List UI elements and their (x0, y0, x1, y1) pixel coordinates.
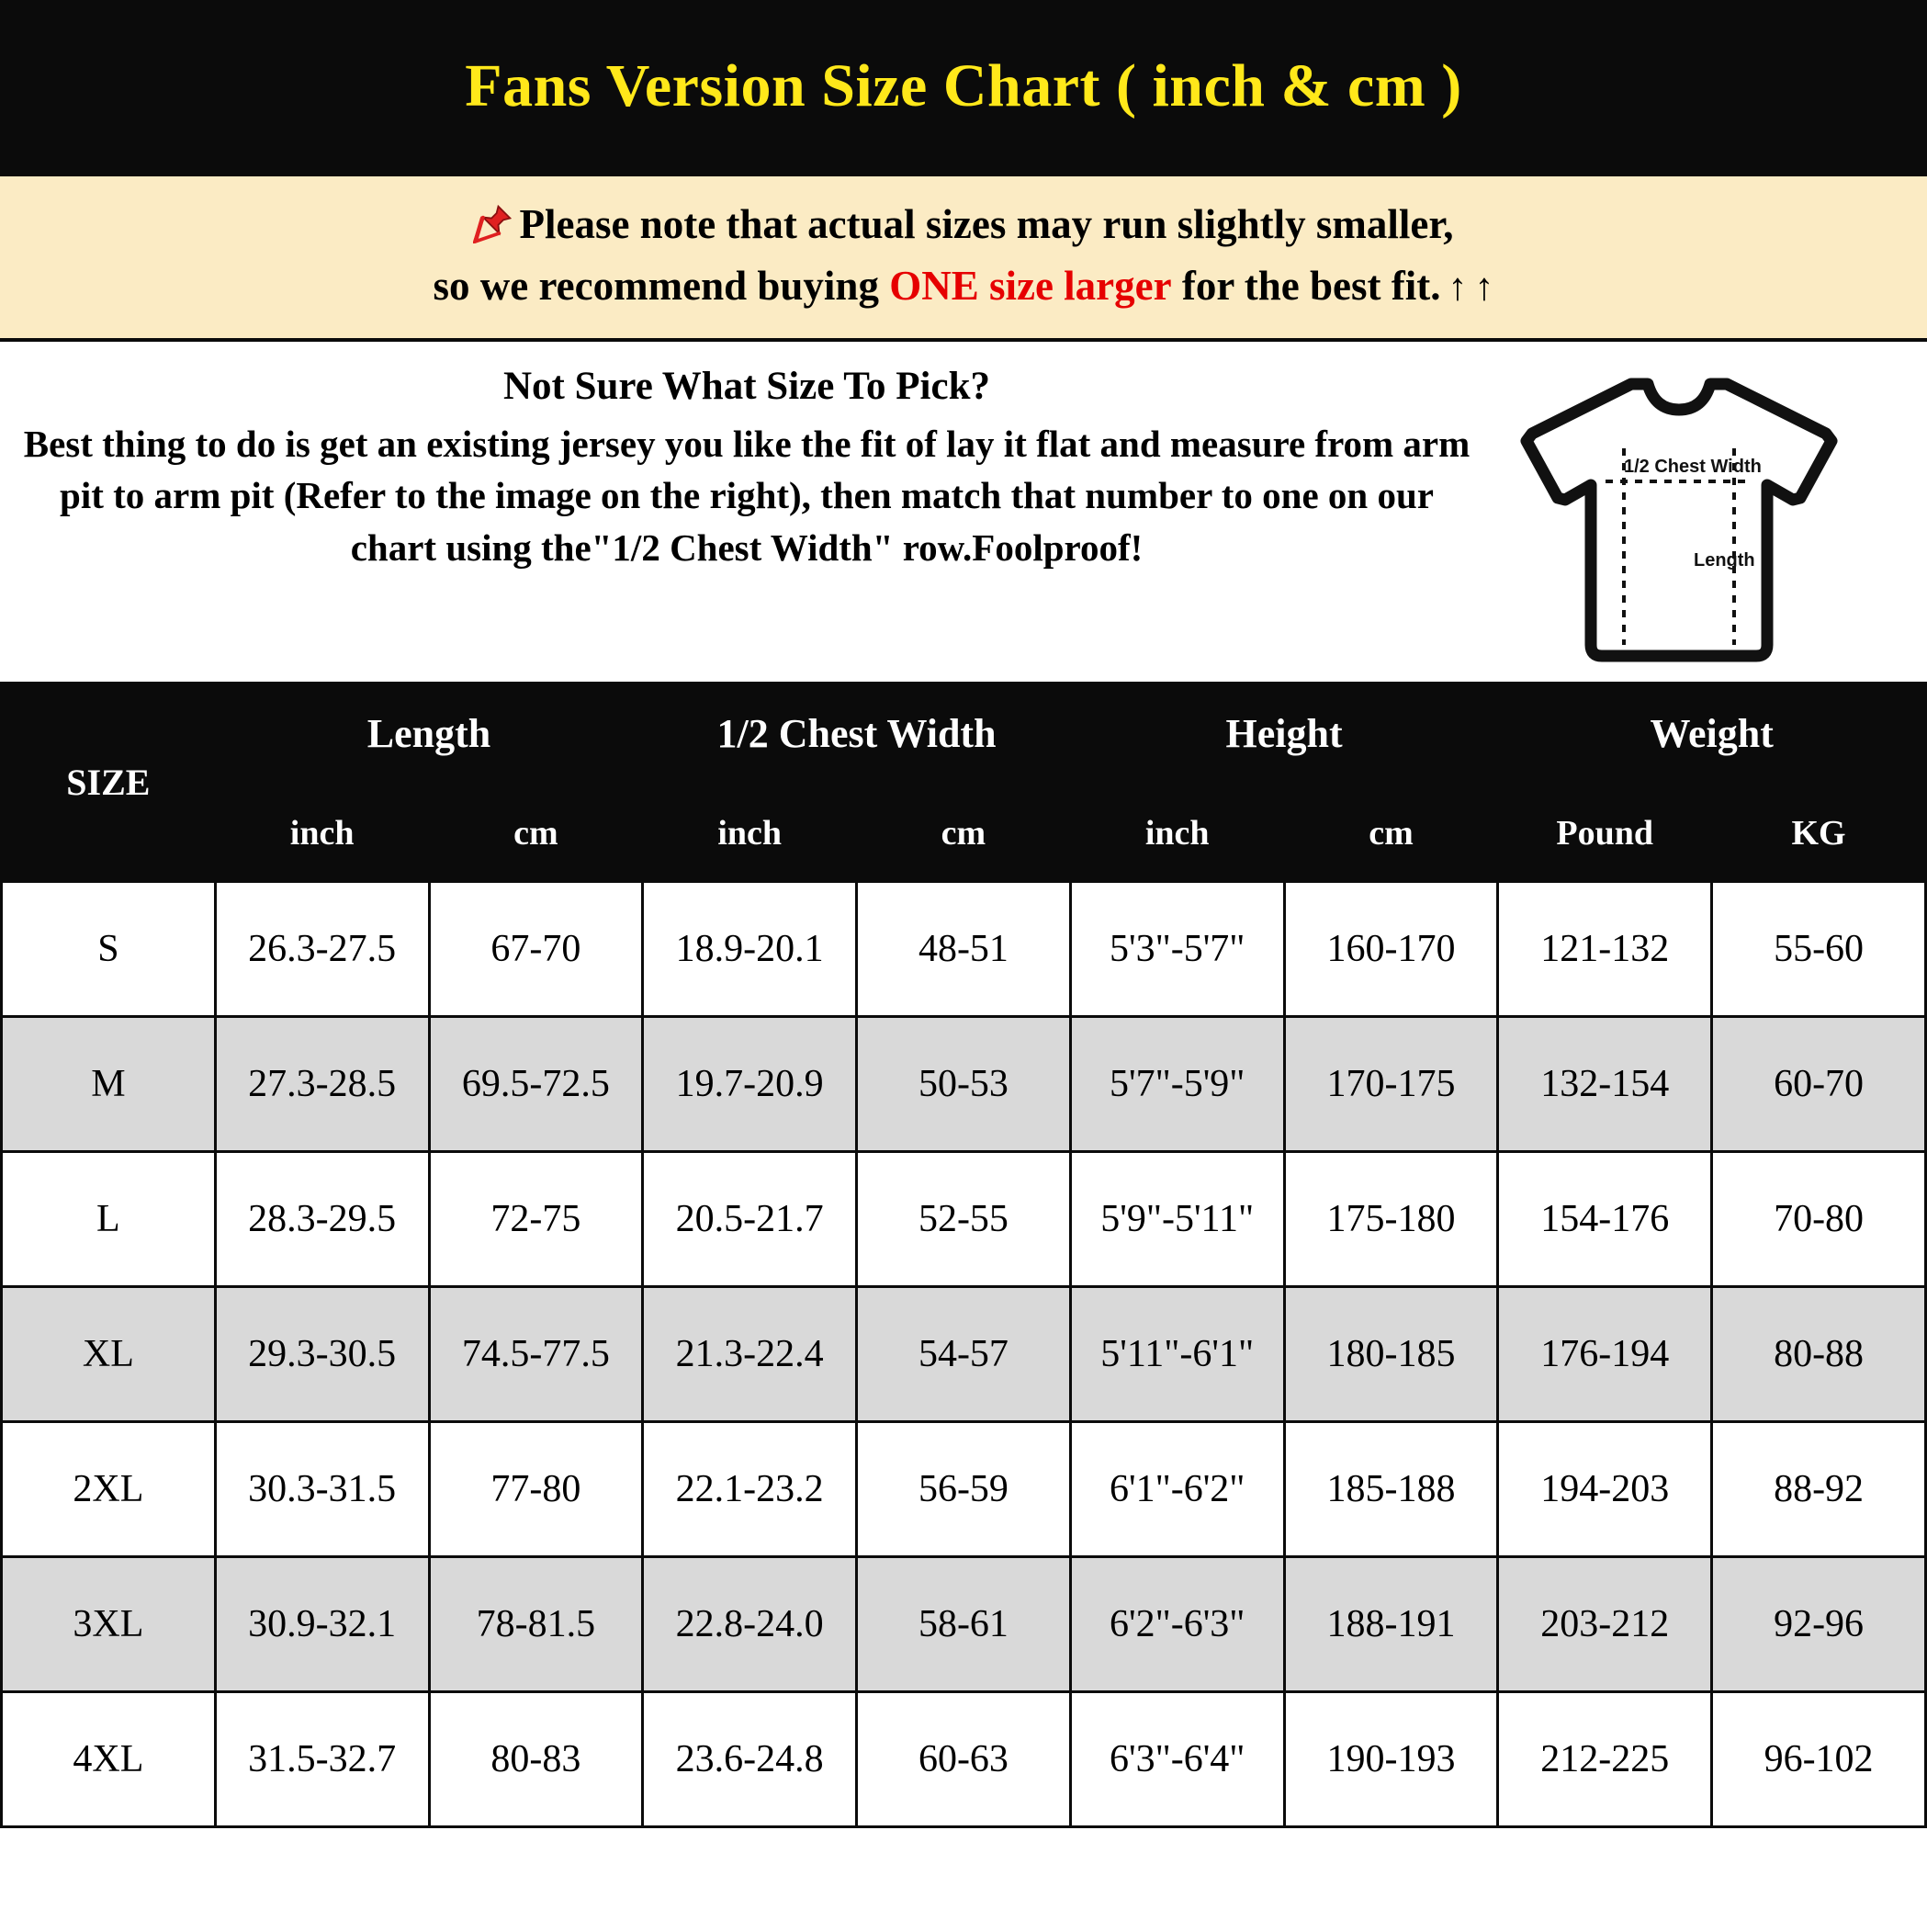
cell-height-cm: 175-180 (1284, 1151, 1498, 1286)
cell-chest-cm: 60-63 (857, 1691, 1071, 1826)
cell-height-cm: 190-193 (1284, 1691, 1498, 1826)
arrow-up-icon-2: ↑ (1474, 266, 1494, 309)
table-row (2, 1286, 1926, 1421)
cell-chest-cm: 54-57 (857, 1286, 1071, 1421)
note-line-2 (0, 258, 1927, 314)
cell-chest-cm: 52-55 (857, 1151, 1071, 1286)
unit-header-length-cm: cm (429, 785, 643, 881)
unit-header-chest-inch: inch (643, 785, 857, 881)
cell-chest-cm: 56-59 (857, 1421, 1071, 1556)
cell-weight-pound: 212-225 (1498, 1691, 1712, 1826)
unit-header-height-inch: inch (1070, 785, 1284, 881)
cell-weight-pound: 121-132 (1498, 881, 1712, 1016)
group-header-height: Height (1070, 683, 1498, 785)
note-line-1 (0, 197, 1927, 258)
cell-chest-inch: 23.6-24.8 (643, 1691, 857, 1826)
cell-length-inch: 27.3-28.5 (215, 1016, 429, 1151)
cell-weight-kg: 80-88 (1712, 1286, 1926, 1421)
svg-text:1/2 Chest Width: 1/2 Chest Width (1624, 456, 1762, 477)
cell-chest-inch: 22.1-23.2 (643, 1421, 857, 1556)
cell-length-cm: 78-81.5 (429, 1556, 643, 1691)
group-header-weight: Weight (1498, 683, 1926, 785)
unit-header-length-inch: inch (215, 785, 429, 881)
cell-weight-pound: 194-203 (1498, 1421, 1712, 1556)
cell-height-inch: 5'7"-5'9" (1070, 1016, 1284, 1151)
cell-weight-kg: 96-102 (1712, 1691, 1926, 1826)
unit-header-chest-cm: cm (857, 785, 1071, 881)
row-size-label: XL (2, 1286, 216, 1421)
cell-height-inch: 5'11"-6'1" (1070, 1286, 1284, 1421)
cell-chest-inch: 20.5-21.7 (643, 1151, 857, 1286)
cell-length-cm: 67-70 (429, 881, 643, 1016)
cell-weight-pound: 176-194 (1498, 1286, 1712, 1421)
table-body (2, 881, 1926, 1826)
cell-weight-pound: 203-212 (1498, 1556, 1712, 1691)
cell-weight-pound: 132-154 (1498, 1016, 1712, 1151)
note-text-2-suffix: for the best fit. (1171, 262, 1441, 309)
cell-length-cm: 77-80 (429, 1421, 643, 1556)
pushpin-icon (473, 202, 513, 258)
cell-length-cm: 74.5-77.5 (429, 1286, 643, 1421)
cell-height-inch: 6'2"-6'3" (1070, 1556, 1284, 1691)
cell-weight-kg: 92-96 (1712, 1556, 1926, 1691)
table-row (2, 881, 1926, 1016)
row-size-label: 3XL (2, 1556, 216, 1691)
cell-length-cm: 80-83 (429, 1691, 643, 1826)
cell-length-inch: 30.3-31.5 (215, 1421, 429, 1556)
cell-weight-kg: 60-70 (1712, 1016, 1926, 1151)
table-unit-header-row (2, 785, 1926, 881)
chart-title-bar (0, 0, 1927, 173)
cell-chest-inch: 21.3-22.4 (643, 1286, 857, 1421)
row-size-label: M (2, 1016, 216, 1151)
cell-chest-cm: 50-53 (857, 1016, 1071, 1151)
cell-height-inch: 5'9"-5'11" (1070, 1151, 1284, 1286)
table-group-header-row (2, 683, 1926, 785)
table-head (2, 683, 1926, 881)
cell-length-inch: 29.3-30.5 (215, 1286, 429, 1421)
cell-length-inch: 31.5-32.7 (215, 1691, 429, 1826)
arrow-up-icon-1: ↑ (1448, 266, 1468, 309)
cell-length-inch: 26.3-27.5 (215, 881, 429, 1016)
cell-height-cm: 185-188 (1284, 1421, 1498, 1556)
row-size-label: S (2, 881, 216, 1016)
cell-height-inch: 6'1"-6'2" (1070, 1421, 1284, 1556)
cell-height-cm: 160-170 (1284, 881, 1498, 1016)
cell-length-cm: 69.5-72.5 (429, 1016, 643, 1151)
row-size-label: 2XL (2, 1421, 216, 1556)
svg-text:Length: Length (1694, 549, 1755, 571)
cell-chest-cm: 58-61 (857, 1556, 1071, 1691)
cell-height-cm: 170-175 (1284, 1016, 1498, 1151)
note-highlight: ONE size larger (889, 262, 1172, 309)
tshirt-measure-diagram (1486, 364, 1927, 672)
cell-weight-kg: 55-60 (1712, 881, 1926, 1016)
cell-height-cm: 188-191 (1284, 1556, 1498, 1691)
note-text-2-prefix: so we recommend buying (433, 262, 890, 309)
cell-chest-inch: 22.8-24.0 (643, 1556, 857, 1691)
cell-length-cm: 72-75 (429, 1151, 643, 1286)
unit-header-weight-kg: KG (1712, 785, 1926, 881)
row-size-label: L (2, 1151, 216, 1286)
table-row (2, 1691, 1926, 1826)
size-note-banner (0, 173, 1927, 342)
cell-chest-inch: 18.9-20.1 (643, 881, 857, 1016)
measure-help-section (0, 342, 1927, 682)
help-body: Best thing to do is get an existing jersey you like the fit of lay it flat and measure from arm pit to arm pit (Refer to the image on the right), then match that number to one on our chart using the"1/2 Chest Width" row.Foolproof! (23, 422, 1471, 569)
unit-header-height-cm: cm (1284, 785, 1498, 881)
cell-height-inch: 5'3"-5'7" (1070, 881, 1284, 1016)
cell-weight-pound: 154-176 (1498, 1151, 1712, 1286)
table-row (2, 1151, 1926, 1286)
row-size-label: 4XL (2, 1691, 216, 1826)
cell-height-cm: 180-185 (1284, 1286, 1498, 1421)
note-text-1: Please note that actual sizes may run slightly smaller, (519, 201, 1454, 247)
help-heading: Not Sure What Size To Pick? (502, 364, 990, 408)
group-header-chest-width: 1/2 Chest Width (643, 683, 1071, 785)
cell-chest-inch: 19.7-20.9 (643, 1016, 857, 1151)
tshirt-icon (1514, 369, 1844, 672)
measure-help-text (0, 364, 1486, 574)
table-row (2, 1016, 1926, 1151)
size-column-header: SIZE (2, 683, 216, 881)
page-title: Fans Version Size Chart ( inch & cm ) (465, 52, 1462, 119)
cell-weight-kg: 70-80 (1712, 1151, 1926, 1286)
table-row (2, 1421, 1926, 1556)
unit-header-weight-pound: Pound (1498, 785, 1712, 881)
size-chart-table (0, 682, 1927, 1828)
cell-chest-cm: 48-51 (857, 881, 1071, 1016)
cell-height-inch: 6'3"-6'4" (1070, 1691, 1284, 1826)
cell-length-inch: 30.9-32.1 (215, 1556, 429, 1691)
cell-length-inch: 28.3-29.5 (215, 1151, 429, 1286)
cell-weight-kg: 88-92 (1712, 1421, 1926, 1556)
table-row (2, 1556, 1926, 1691)
group-header-length: Length (215, 683, 643, 785)
